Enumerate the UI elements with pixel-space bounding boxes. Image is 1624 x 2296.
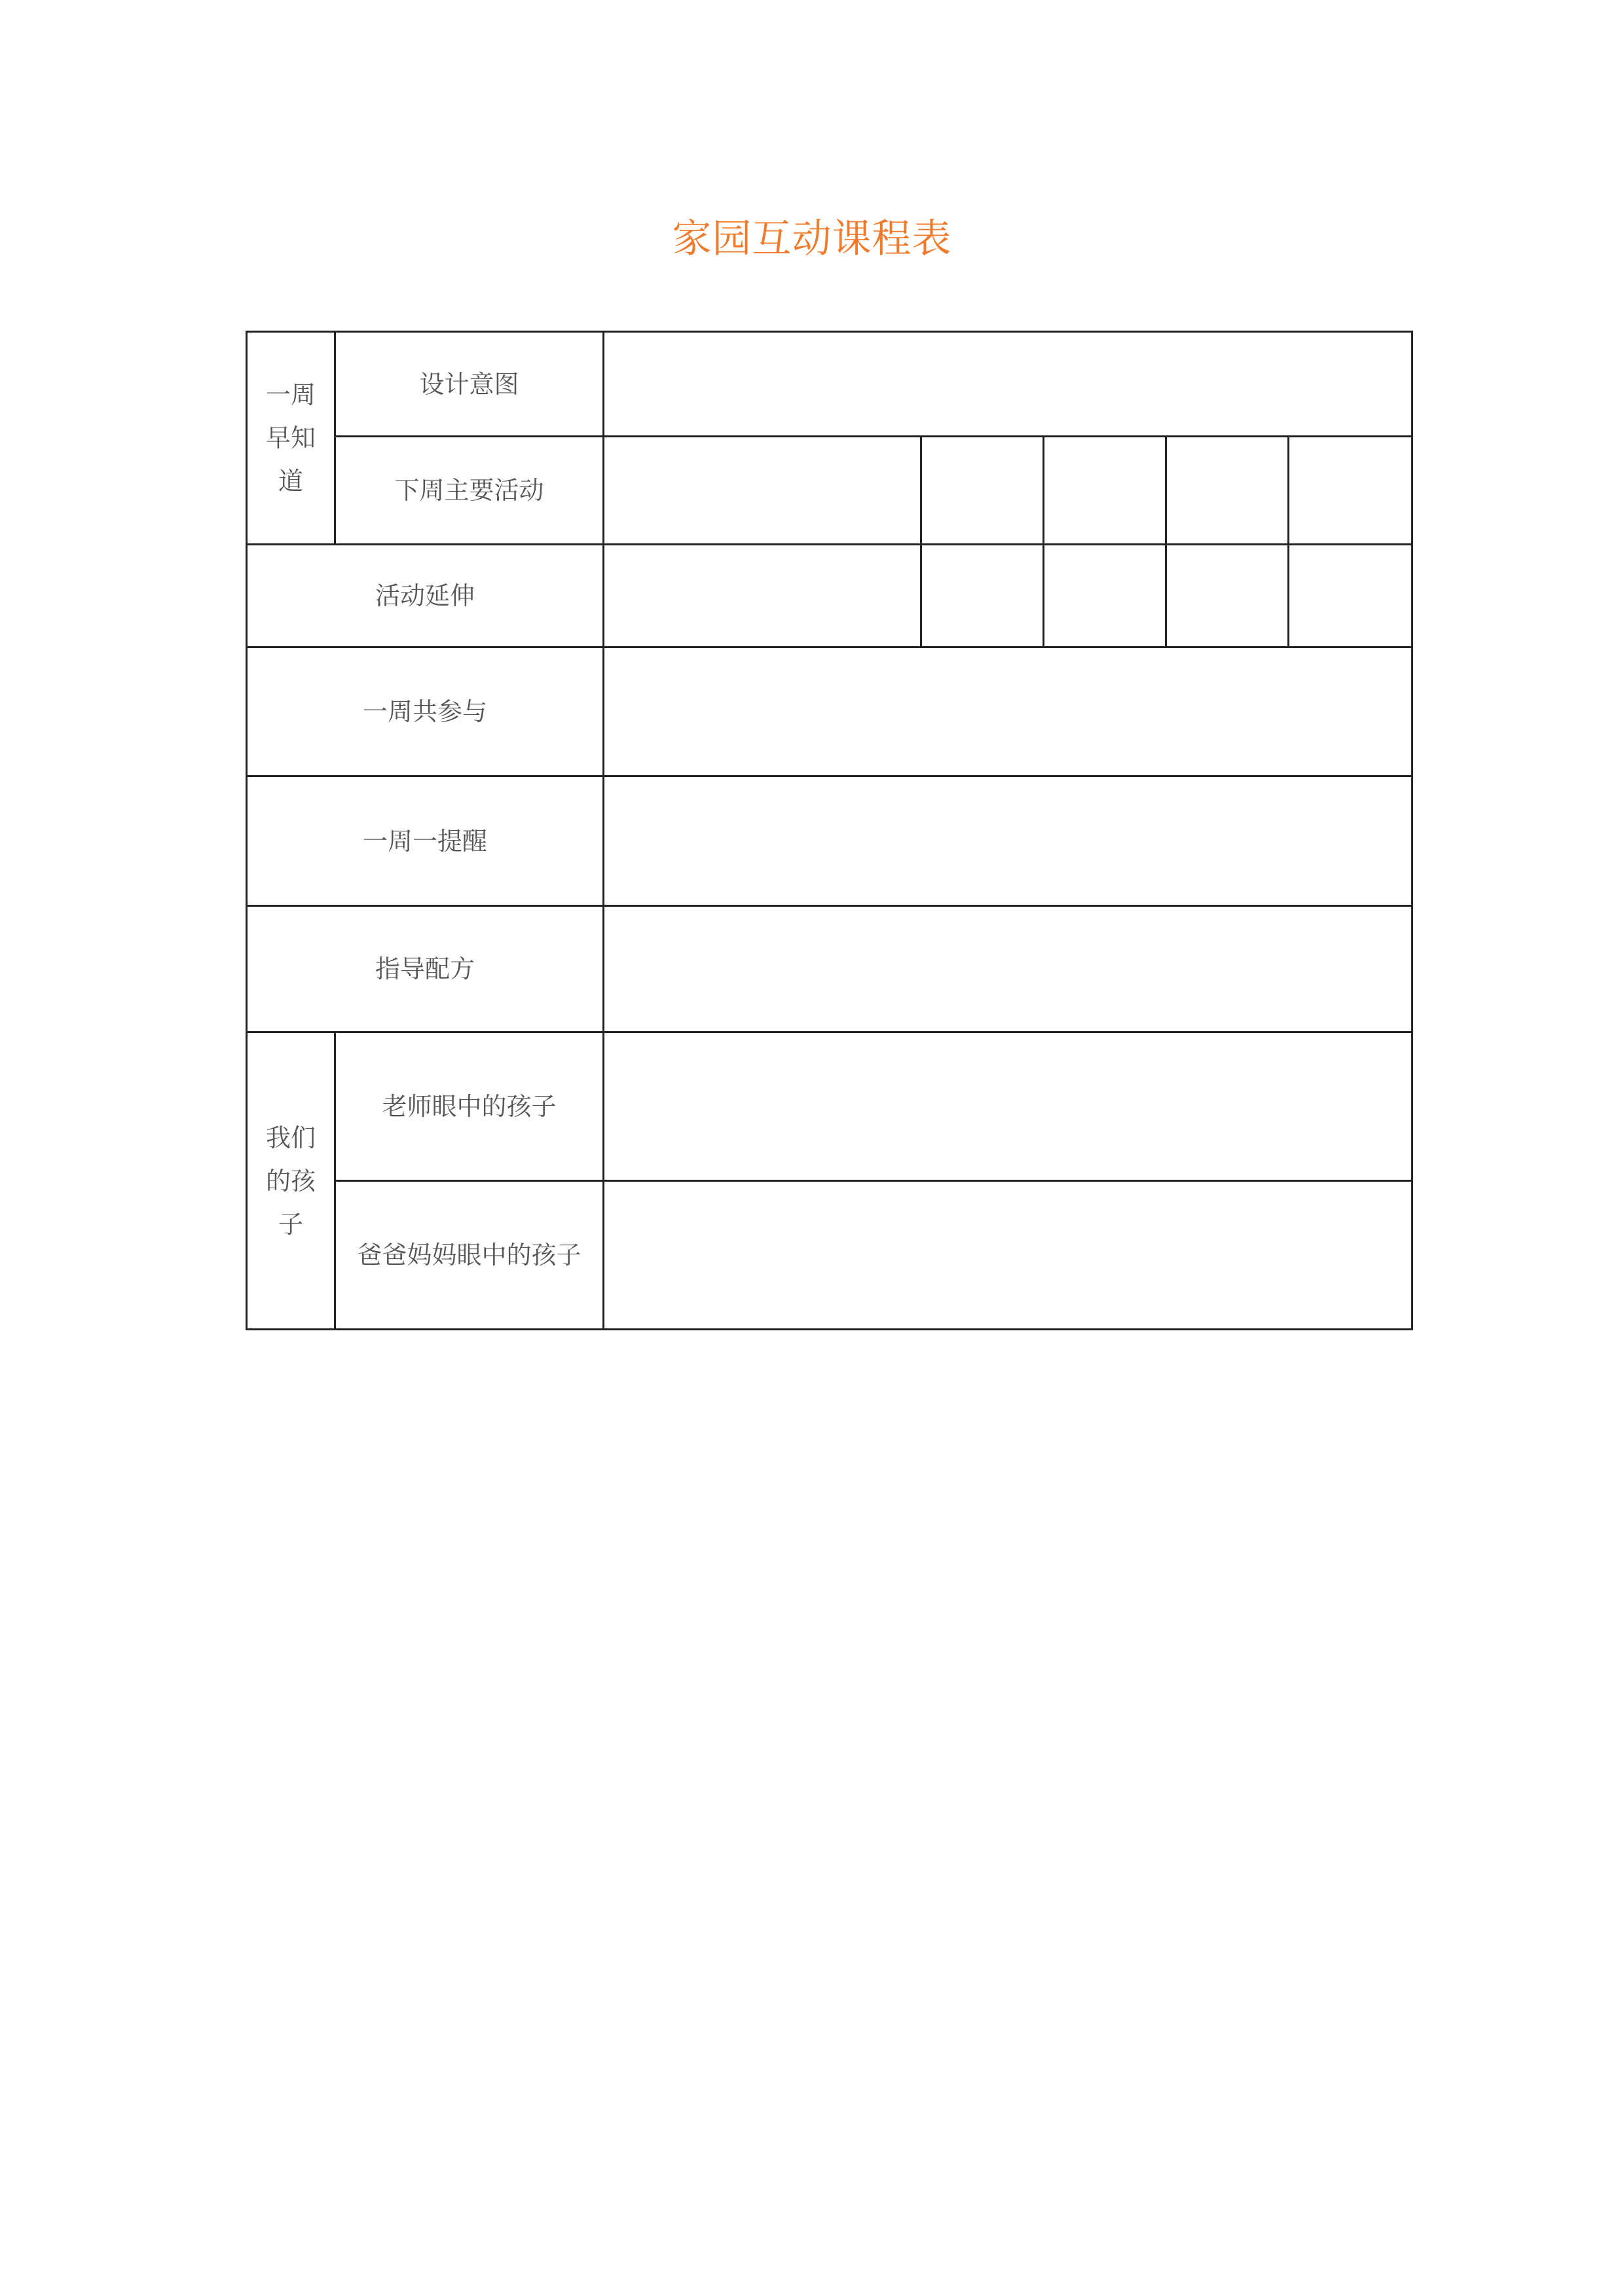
teacher-view-label: 老师眼中的孩子 (335, 1032, 604, 1181)
row-guidance-recipe (247, 906, 1412, 1032)
week-preview-group-label: 一周 早知 道 (247, 332, 335, 545)
weekly-reminder-cell[interactable] (604, 776, 1412, 906)
activity-extension-label: 活动延伸 (247, 545, 604, 647)
activity-extension-cell-3[interactable] (1044, 545, 1166, 647)
activity-extension-cell-4[interactable] (1166, 545, 1289, 647)
schedule-table (246, 331, 1413, 1330)
next-week-activities-cell-2[interactable] (921, 437, 1044, 545)
row-teacher-view (247, 1032, 1412, 1181)
next-week-activities-cell-5[interactable] (1289, 437, 1412, 545)
row-activity-extension (247, 545, 1412, 647)
activity-extension-cell-2[interactable] (921, 545, 1044, 647)
next-week-activities-cell-1[interactable] (604, 437, 921, 545)
guidance-recipe-cell[interactable] (604, 906, 1412, 1032)
weekly-participation-cell[interactable] (604, 647, 1412, 776)
activity-extension-cell-1[interactable] (604, 545, 921, 647)
weekly-reminder-label: 一周一提醒 (247, 776, 604, 906)
row-next-week-activities (247, 437, 1412, 545)
design-intent-label: 设计意图 (335, 332, 604, 437)
row-weekly-reminder (247, 776, 1412, 906)
page-title: 家园互动课程表 (672, 216, 952, 262)
design-intent-cell[interactable] (604, 332, 1412, 437)
teacher-view-cell[interactable] (604, 1032, 1412, 1181)
activity-extension-cell-5[interactable] (1289, 545, 1412, 647)
our-children-group-label: 我们 的孩 子 (247, 1032, 335, 1330)
parents-view-cell[interactable] (604, 1181, 1412, 1330)
guidance-recipe-label: 指导配方 (247, 906, 604, 1032)
row-design-intent (247, 332, 1412, 437)
next-week-activities-cell-4[interactable] (1166, 437, 1289, 545)
row-weekly-participation (247, 647, 1412, 776)
next-week-activities-cell-3[interactable] (1044, 437, 1166, 545)
parents-view-label: 爸爸妈妈眼中的孩子 (335, 1181, 604, 1330)
weekly-participation-label: 一周共参与 (247, 647, 604, 776)
row-parents-view (247, 1181, 1412, 1330)
next-week-activities-label: 下周主要活动 (335, 437, 604, 545)
